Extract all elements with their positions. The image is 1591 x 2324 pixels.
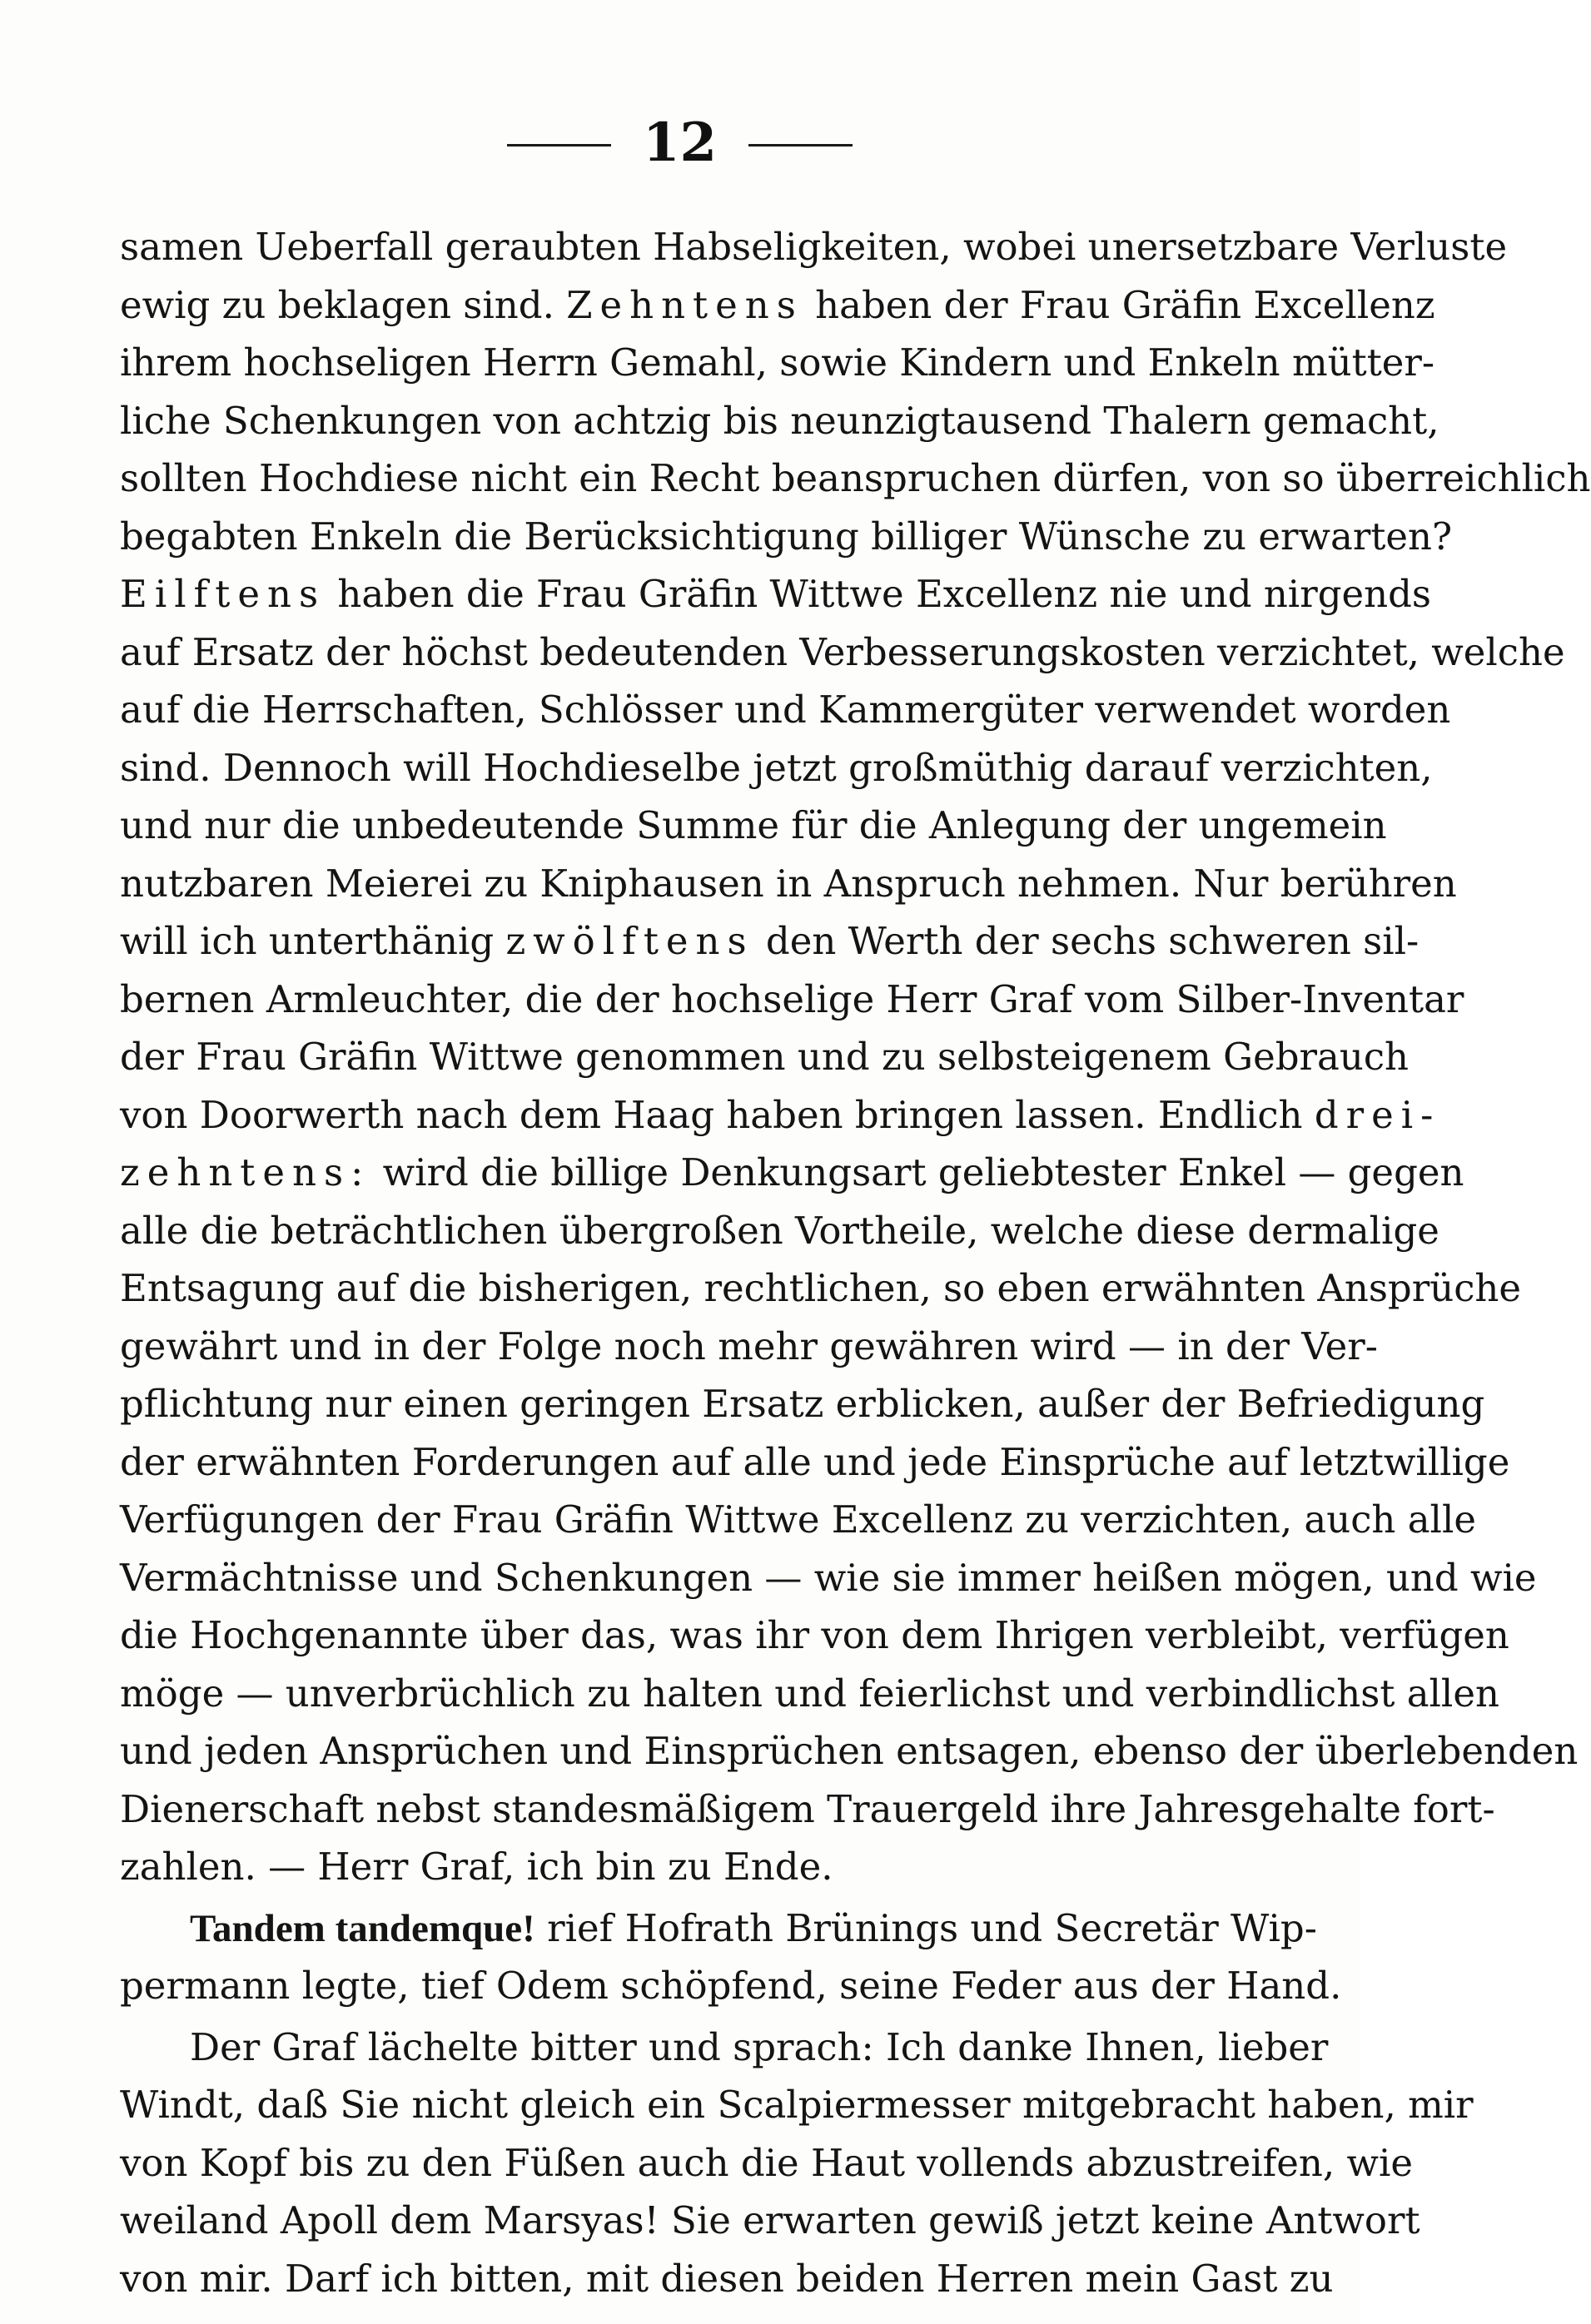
text-line (120, 565, 1432, 623)
text-run: haben die Frau Gräfin Wittwe Excellenz nie und nirgends (326, 572, 1432, 616)
page-number: 12 (642, 112, 718, 174)
spaced-emphasis: drei- (1314, 1092, 1441, 1137)
text-line: ihrem hochseligen Herrn Gemahl, sowie Kindern und Enkeln mütter- (120, 340, 1435, 385)
text-line: Verfügungen der Frau Gräfin Wittwe Excellenz zu verzichten, auch alle (120, 1497, 1476, 1542)
text-line: nutzbaren Meierei zu Kniphausen in Anspruch nehmen. Nur berühren (120, 861, 1457, 906)
header-rule-left (507, 144, 611, 146)
text-run: ewig zu beklagen sind. (120, 282, 567, 327)
text-line (120, 1838, 1302, 1896)
spaced-emphasis: zwölftens (505, 919, 754, 963)
text-run: haben der Frau Gräfin Excellenz (803, 282, 1435, 327)
text-line: der erwähnten Forderungen auf alle und jede Einsprüche auf letztwillige (120, 1439, 1510, 1484)
text-line: samen Ueberfall geraubten Habseligkeiten, wobei unersetzbare Verluste (120, 225, 1508, 269)
text-line: sind. Dennoch will Hochdieselbe jetzt großmüthig darauf verzichten, (120, 745, 1433, 790)
text-line: möge — unverbrüchlich zu halten und feierlichst und verbindlichst allen (120, 1671, 1499, 1716)
text-line: sollten Hochdiese nicht ein Recht beanspruchen dürfen, von so überreichlich (120, 456, 1591, 500)
text-line: Windt, daß Sie nicht gleich ein Scalpiermesser mitgebracht haben, mir (120, 2083, 1474, 2127)
body-text (120, 218, 1591, 2307)
text-run: permann legte, tief Odem schöpfend, seine Feder aus der Hand. (120, 1964, 1342, 2008)
spaced-emphasis: Eilftens (120, 572, 326, 616)
text-line: liche Schenkungen von achtzig bis neunzigtausend Thalern gemacht, (120, 398, 1439, 443)
text-line: Dienerschaft nebst standesmäßigem Trauergeld ihre Jahresgehalte fort- (120, 1786, 1495, 1831)
text-line (120, 1957, 1342, 2015)
text-run: will ich unterthänig (120, 919, 506, 963)
text-line: weiland Apoll dem Marsyas! Sie erwarten gewiß jetzt keine Antwort (120, 2198, 1420, 2242)
text-line: von mir. Darf ich bitten, mit diesen beiden Herren mein Gast zu (120, 2256, 1334, 2301)
text-run: zahlen. — Herr Graf, ich bin zu Ende. (120, 1845, 833, 1889)
text-line: pflichtung nur einen geringen Ersatz erblicken, außer der Befriedigung (120, 1382, 1485, 1426)
text-line: und jeden Ansprüchen und Einsprüchen entsagen, ebenso der überlebenden (120, 1729, 1579, 1773)
text-run: Der Graf lächelte bitter und sprach: Ich danke Ihnen, lieber (190, 2024, 1329, 2069)
page-header (0, 110, 1360, 176)
text-line: auf Ersatz der höchst bedeutenden Verbesserungskosten verzichtet, welche (120, 629, 1565, 674)
spaced-emphasis: Zehntens (566, 282, 803, 327)
text-line (120, 1899, 1317, 1958)
text-run: wird die billige Denkungsart geliebtester Enkel — gegen (370, 1150, 1464, 1194)
text-line (120, 1144, 1464, 1202)
text-line (120, 1086, 1441, 1145)
text-line: Vermächtnisse und Schenkungen — wie sie immer heißen mögen, und wie (120, 1555, 1537, 1600)
text-line: der Frau Gräfin Wittwe genommen und zu selbsteigenem Gebrauch (120, 1035, 1410, 1079)
text-line (120, 912, 1419, 971)
antiqua-emphasis: Tandem tandemque! (190, 1906, 535, 1950)
text-line: Entsagung auf die bisherigen, rechtlichen, so eben erwähnten Ansprüche (120, 1266, 1522, 1310)
text-run: von Doorwerth nach dem Haag haben bringen lassen. Endlich (120, 1092, 1315, 1137)
text-line: von Kopf bis zu den Füßen auch die Haut vollends abzustreifen, wie (120, 2140, 1414, 2185)
text-line: bernen Armleuchter, die der hochselige Herr Graf vom Silber-Inventar (120, 976, 1464, 1021)
text-line (120, 276, 1435, 335)
text-line: begabten Enkeln die Berücksichtigung billiger Wünsche zu erwarten? (120, 514, 1453, 559)
text-line: alle die beträchtlichen übergroßen Vortheile, welche diese dermalige (120, 1208, 1439, 1253)
text-run: den Werth der sechs schweren sil- (753, 919, 1419, 963)
text-line: die Hochgenannte über das, was ihr von dem Ihrigen verbleibt, verfügen (120, 1613, 1509, 1657)
text-line: auf die Herrschaften, Schlösser und Kammergüter verwendet worden (120, 688, 1451, 732)
header-rule-right (748, 144, 853, 146)
text-line: gewährt und in der Folge noch mehr gewähren wird — in der Ver- (120, 1323, 1378, 1368)
text-run: rief Hofrath Brünings und Secretär Wip- (534, 1905, 1317, 1950)
text-line (120, 2019, 1329, 2077)
text-line: und nur die unbedeutende Summe für die Anlegung der ungemein (120, 803, 1387, 847)
spaced-emphasis: zehntens: (120, 1150, 371, 1194)
